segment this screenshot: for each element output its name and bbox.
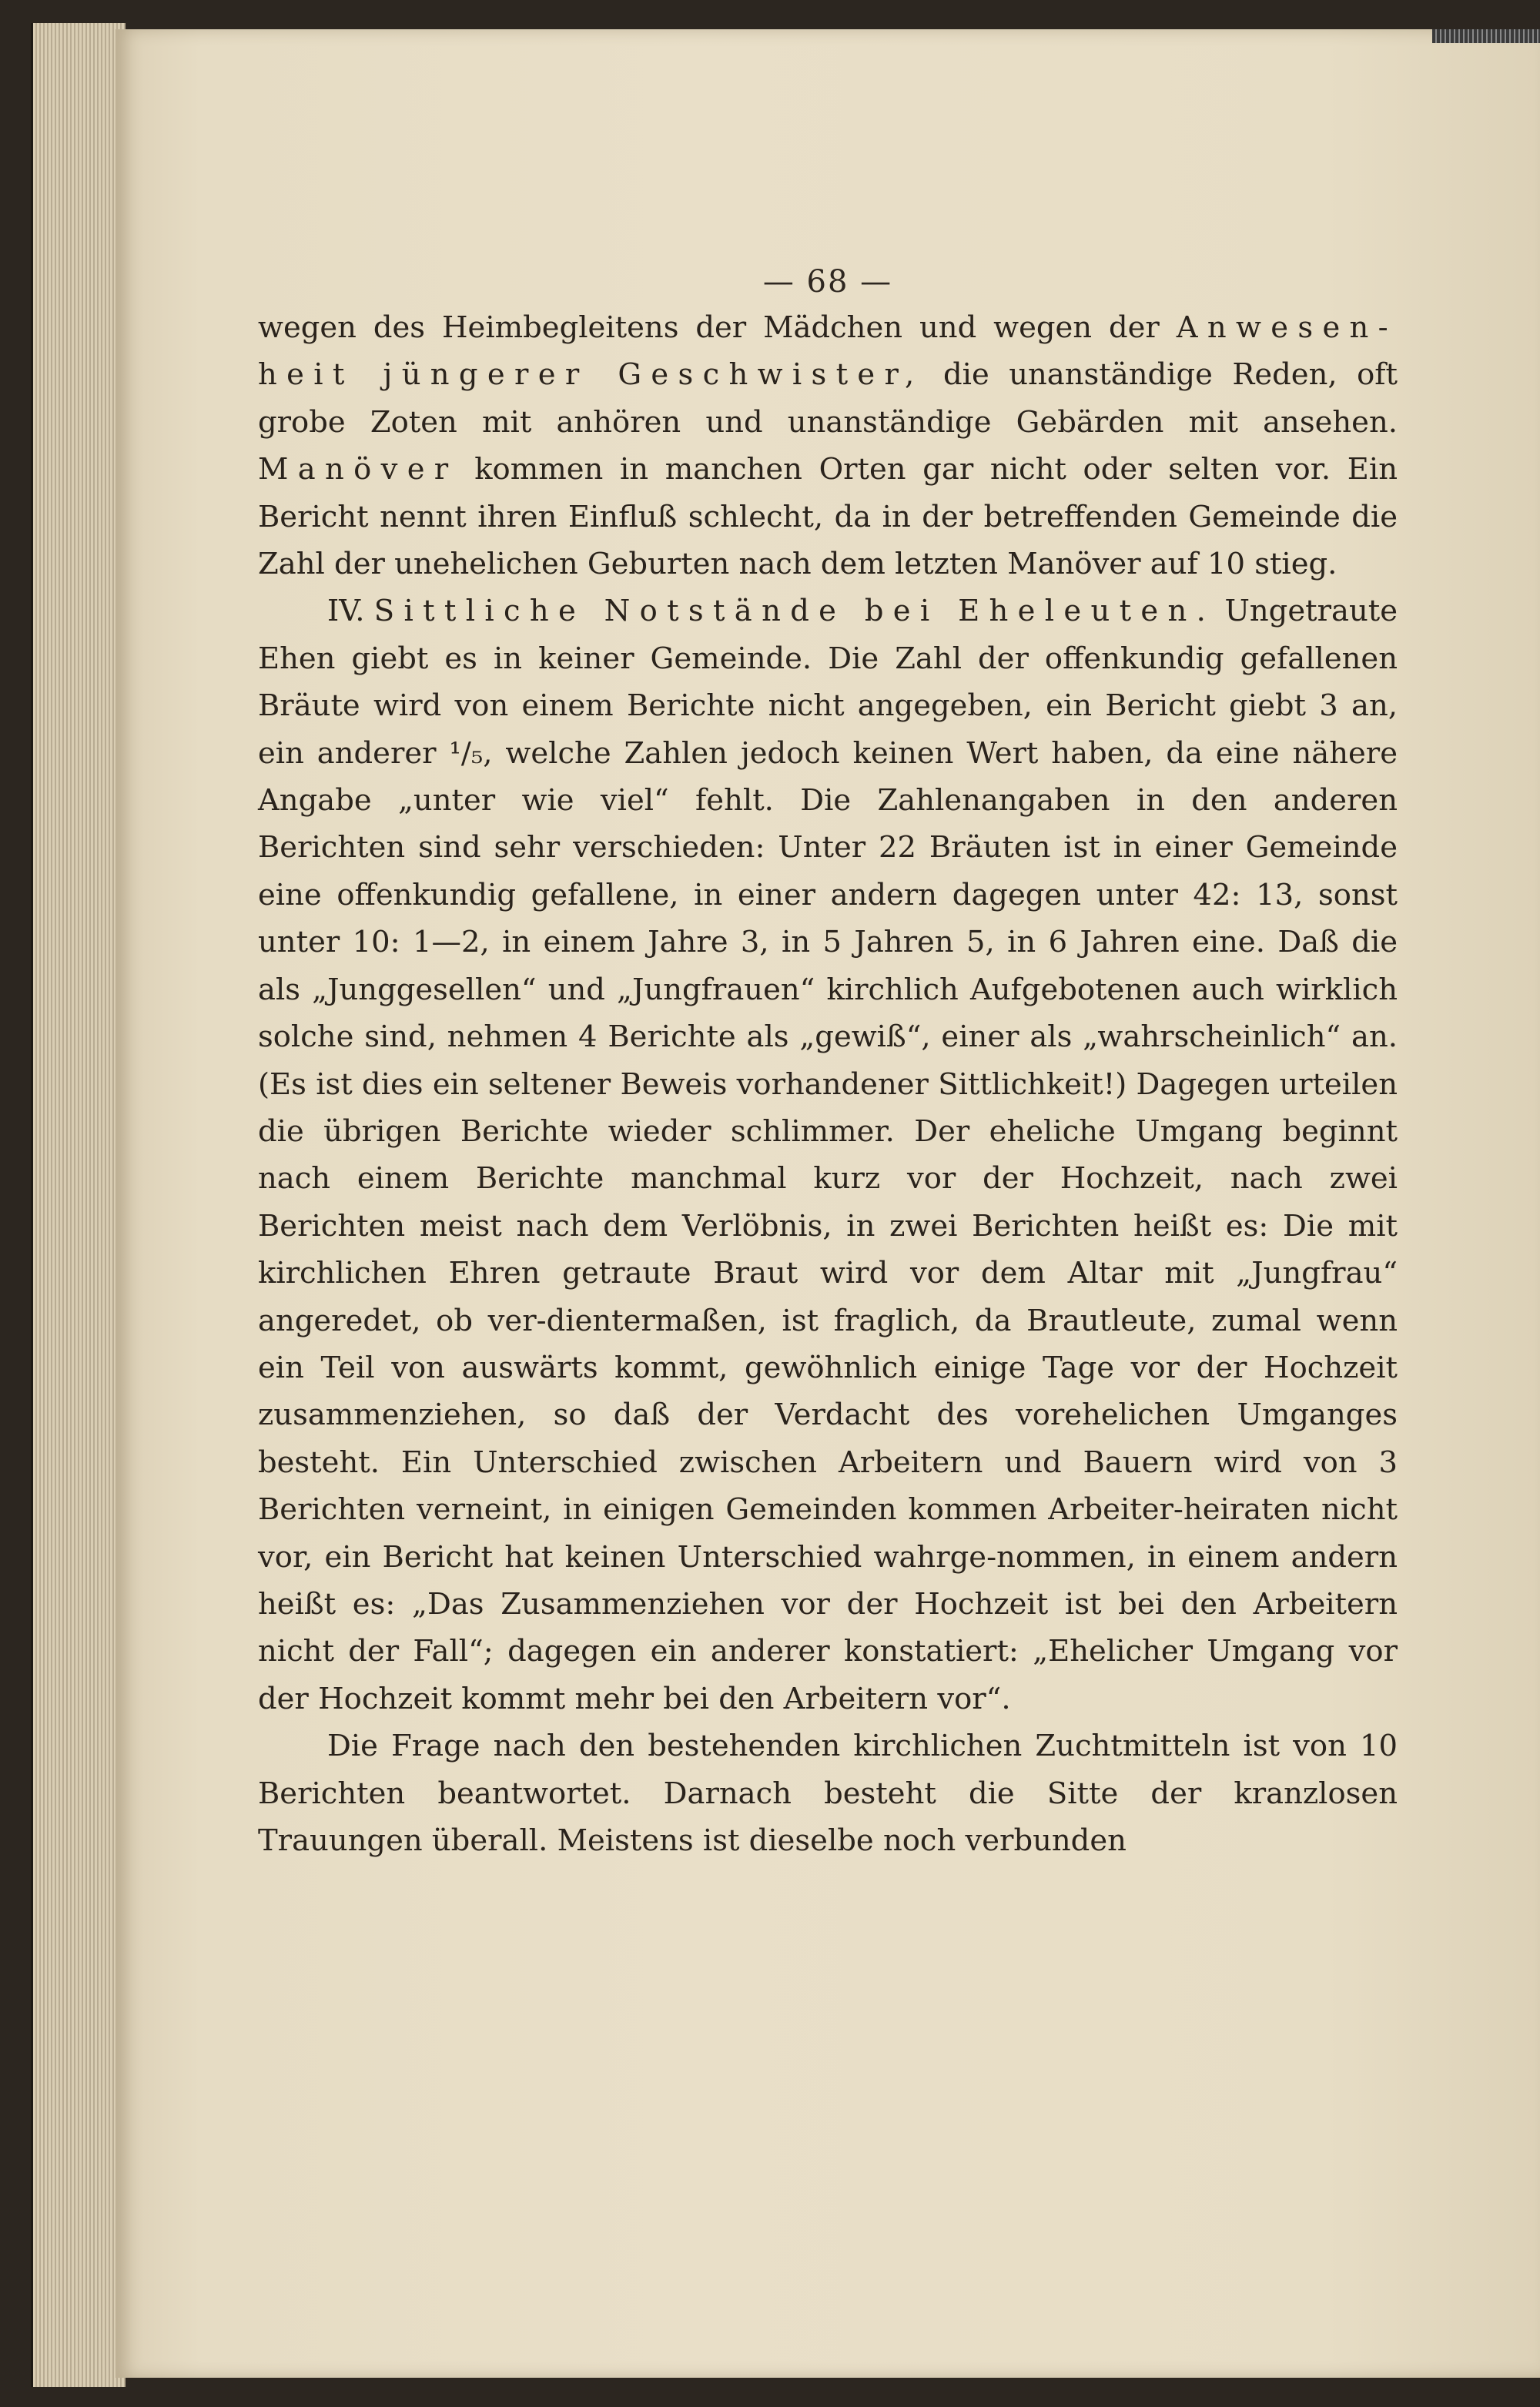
emphasized-text: Anwesen-heit jüngerer Geschwister, bbox=[258, 310, 1398, 393]
paragraph bbox=[258, 1722, 1398, 1864]
text-segment: kommen in manchen Orten gar nicht oder selten vor. Ein Bericht nennt ihren Einfluß schlecht, da in der betreffenden Gemeinde die Zahl der unehelichen Geburten nach dem letzten Manöver auf 10 stieg. bbox=[258, 452, 1398, 582]
text-segment: Die Frage nach den bestehenden kirchlichen Zuchtmitteln ist von 10 Berichten beantwortet. Darnach besteht die Sitte der kranzlosen Trauungen überall. Meistens ist dieselbe noch verbunden bbox=[258, 1729, 1398, 1858]
body-text bbox=[258, 304, 1398, 1864]
emphasized-text: Sittliche Notstände bei Eheleuten. bbox=[373, 594, 1216, 629]
page-number: — 68 — bbox=[762, 264, 893, 300]
text-segment: IV. bbox=[327, 594, 374, 629]
text-segment: die unanständige Reden, oft grobe Zoten mit anhören und unanständige Gebärden mit ansehen. bbox=[258, 357, 1398, 440]
text-segment: wegen des Heimbegleitens der Mädchen und wegen der bbox=[258, 310, 1177, 345]
page-edges bbox=[31, 23, 126, 2387]
text-segment: Ungetraute Ehen giebt es in keiner Gemeinde. Die Zahl der offenkundig gefallenen Bräute wird von einem Berichte nicht angegeben, ein Bericht giebt 3 an, ein anderer ¹/₅, welche Zahlen jedoch keinen Wert haben, da eine nähere Angabe „unter wie viel“ fehlt. Die Zahlenangaben in den anderen Berichten sind sehr verschieden: Unter 22 Bräuten ist in einer Gemeinde eine offenkundig gefallene, in einer andern dagegen unter 42: 13, sonst unter 10: 1—2, in einem Jahre 3, in 5 Jahren 5, in 6 Jahren eine. Daß die als „Junggesellen“ und „Jungfrauen“ kirchlich Aufgebotenen auch wirklich solche sind, nehmen 4 Berichte als „gewiß“, einer als „wahrscheinlich“ an. (Es ist dies ein seltener Beweis vorhandener Sittlichkeit!) Dagegen urteilen die übrigen Berichte wieder schlimmer. Der eheliche Umgang beginnt nach einem Berichte manchmal kurz vor der Hochzeit, nach zwei Berichten meist nach dem Verlöbnis, in zwei Berichten heißt es: Die mit kirchlichen Ehren getraute Braut wird vor dem Altar mit „Jungfrau“ angeredet, ob ver-dientermaßen, ist fraglich, da Brautleute, zumal wenn ein Teil von auswärts kommt, gewöhnlich einige Tage vor der Hochzeit zusammenziehen, so daß der Verdacht des vorehelichen Umganges besteht. Ein Unterschied zwischen Arbeitern und Bauern wird von 3 Berichten verneint, in einigen Gemeinden kommen Arbeiter-heiraten nicht vor, ein Bericht hat keinen Unterschied wahrge-nommen, in einem andern heißt es: „Das Zusammenziehen vor der Hochzeit ist bei den Arbeitern nicht der Fall“; dagegen ein anderer konstatiert: „Ehelicher Umgang vor der Hochzeit kommt mehr bei den Arbeitern vor“. bbox=[258, 594, 1398, 1716]
emphasized-text: Manöver bbox=[258, 452, 458, 487]
paragraph bbox=[258, 588, 1398, 1722]
paragraph bbox=[258, 304, 1398, 588]
scale-bar bbox=[1432, 29, 1540, 43]
